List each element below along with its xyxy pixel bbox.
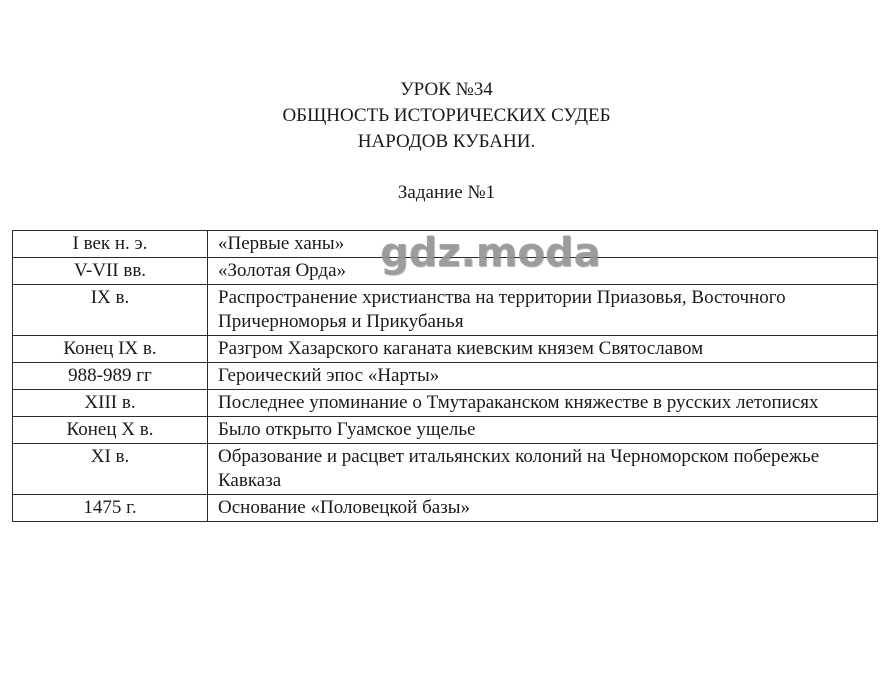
- task-title: Задание №1: [397, 182, 496, 203]
- event-cell: «Первые ханы»: [208, 231, 878, 258]
- watermark: gdz.moda: [380, 230, 601, 276]
- event-cell: Образование и расцвет итальянских колоний на Черноморском побережье Кавказа: [208, 444, 878, 495]
- date-cell: XIII в.: [13, 390, 208, 417]
- lesson-number: УРОК №34: [400, 79, 493, 100]
- lesson-title-line-2: НАРОДОВ КУБАНИ.: [357, 131, 536, 152]
- event-cell: Последнее упоминание о Тмутараканском княжестве в русских летописях: [208, 390, 878, 417]
- date-cell: 988-989 гг: [13, 363, 208, 390]
- table-row: [13, 363, 878, 390]
- event-cell: «Золотая Орда»: [208, 258, 878, 285]
- events-table: [12, 230, 878, 522]
- table-row: [13, 231, 878, 258]
- event-cell: Разгром Хазарского каганата киевским князем Святославом: [208, 336, 878, 363]
- table-row: [13, 258, 878, 285]
- table-row: [13, 336, 878, 363]
- date-cell: V-VII вв.: [13, 258, 208, 285]
- date-cell: Конец IX в.: [13, 336, 208, 363]
- lesson-title-line-1: ОБЩНОСТЬ ИСТОРИЧЕСКИХ СУДЕБ: [282, 105, 611, 126]
- event-cell: Было открыто Гуамское ущелье: [208, 417, 878, 444]
- event-cell: Основание «Половецкой базы»: [208, 495, 878, 522]
- date-cell: IX в.: [13, 285, 208, 336]
- table-row: [13, 390, 878, 417]
- table-row: [13, 285, 878, 336]
- table-row: [13, 417, 878, 444]
- date-cell: Конец X в.: [13, 417, 208, 444]
- event-cell: Героический эпос «Нарты»: [208, 363, 878, 390]
- event-cell: Распространение христианства на территории Приазовья, Восточного Причерноморья и Прикубанья: [208, 285, 878, 336]
- date-cell: 1475 г.: [13, 495, 208, 522]
- table-row: [13, 495, 878, 522]
- table-row: [13, 444, 878, 495]
- lesson-header: [0, 77, 887, 155]
- date-cell: XI в.: [13, 444, 208, 495]
- date-cell: I век н. э.: [13, 231, 208, 258]
